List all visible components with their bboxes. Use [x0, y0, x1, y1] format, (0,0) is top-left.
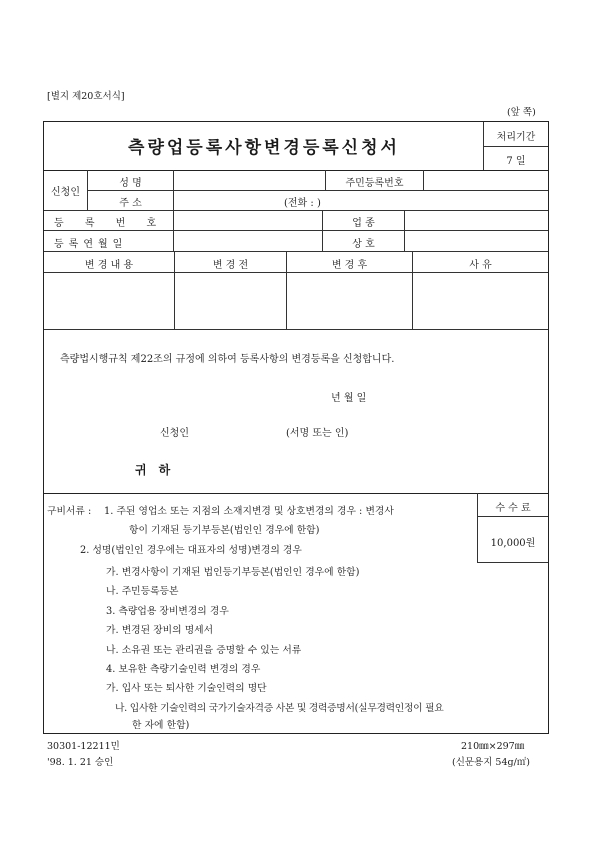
form-title: 측량업등록사항변경등록신청서 [128, 138, 400, 158]
document-item: 1. 주된 영업소 또는 지점의 소재지변경 및 상호변경의 경우 : 변경사 [104, 506, 394, 517]
addressee: 귀하 [135, 463, 183, 477]
documents-lead: 구비서류 : [47, 506, 92, 517]
document-item: 한 자에 한함) [132, 720, 190, 731]
date-line: 년 월 일 [331, 393, 367, 404]
document-item: 가. 변경된 장비의 명세서 [106, 625, 214, 636]
document-item: 나. 주민등록등본 [106, 586, 179, 597]
rule-applicant-end [44, 210, 548, 211]
document-item: 가. 입사 또는 퇴사한 기술인력의 명단 [106, 683, 267, 694]
rule-after-title [44, 170, 548, 171]
sign-or-seal-note: (서명 또는 인) [286, 428, 349, 439]
signer-label: 신청인 [160, 428, 189, 439]
rule-reg-number [44, 230, 548, 231]
rule-fee-body [477, 562, 548, 563]
registration-number-label: 등 록 번 호 [54, 218, 166, 229]
name-label: 성 명 [119, 178, 142, 189]
fee-value: 10,000원 [490, 538, 536, 549]
col-business-right [404, 210, 405, 251]
form-code: 30301-12211민 [47, 741, 120, 752]
rule-change-header [44, 272, 548, 273]
applicant-label: 신청인 [51, 187, 80, 198]
after-change-header: 변 경 후 [331, 260, 368, 271]
document-item: 나. 소유권 또는 관리권을 증명할 수 있는 서류 [106, 645, 302, 656]
document-item: 나. 입사한 기술인력의 국가기술자격증 사본 및 경력증명서(실무경력인정이 필요 [115, 703, 444, 714]
rule-change-body [44, 329, 548, 330]
document-item: 4. 보유한 측량기술인력 변경의 경우 [106, 664, 261, 675]
registration-date-label: 등록연월일 [54, 239, 128, 250]
page-side-label: (앞 쪽) [507, 107, 536, 118]
business-type-label: 업 종 [352, 218, 375, 229]
paper-type: (신문용지 54g/㎡) [452, 757, 531, 768]
change-content-header: 변 경 내 용 [84, 260, 134, 271]
col-rrn-right [423, 170, 424, 190]
rrn-label: 주민등록번호 [345, 178, 404, 189]
form-number-tag: [별지 제20호서식] [47, 91, 125, 102]
fee-label: 수 수 료 [495, 503, 531, 514]
processing-period-value: 7 일 [506, 156, 526, 167]
rule-before-documents [44, 493, 548, 494]
address-label: 주 소 [119, 198, 142, 209]
approval-date: '98. 1. 21 승인 [47, 757, 114, 768]
document-item: 3. 측량업용 장비변경의 경우 [106, 606, 229, 617]
reason-header: 사 유 [469, 260, 492, 271]
document-item: 항이 기재된 등기부등본(법인인 경우에 한함) [129, 525, 320, 536]
trade-name-label: 상 호 [352, 239, 375, 250]
rule-name-row [87, 190, 548, 191]
rule-fee-header [477, 516, 548, 517]
paper-size: 210㎜×297㎜ [461, 741, 525, 752]
processing-period-label: 처리기간 [496, 132, 536, 143]
before-change-header: 변 경 전 [212, 260, 249, 271]
application-statement: 측량법시행규칙 제22조의 규정에 의하여 등록사항의 변경등록을 신청합니다. [60, 354, 395, 365]
col-label-right [173, 170, 174, 251]
phone-label: (전화 : ) [284, 198, 321, 209]
document-item: 가. 변경사항이 기재된 법인등기부등본(법인인 경우에 한함) [106, 567, 360, 578]
rule-reg-date [44, 251, 548, 252]
processing-divider [483, 146, 548, 147]
document-item: 2. 성명(법인인 경우에는 대표자의 성명)변경의 경우 [80, 545, 302, 556]
